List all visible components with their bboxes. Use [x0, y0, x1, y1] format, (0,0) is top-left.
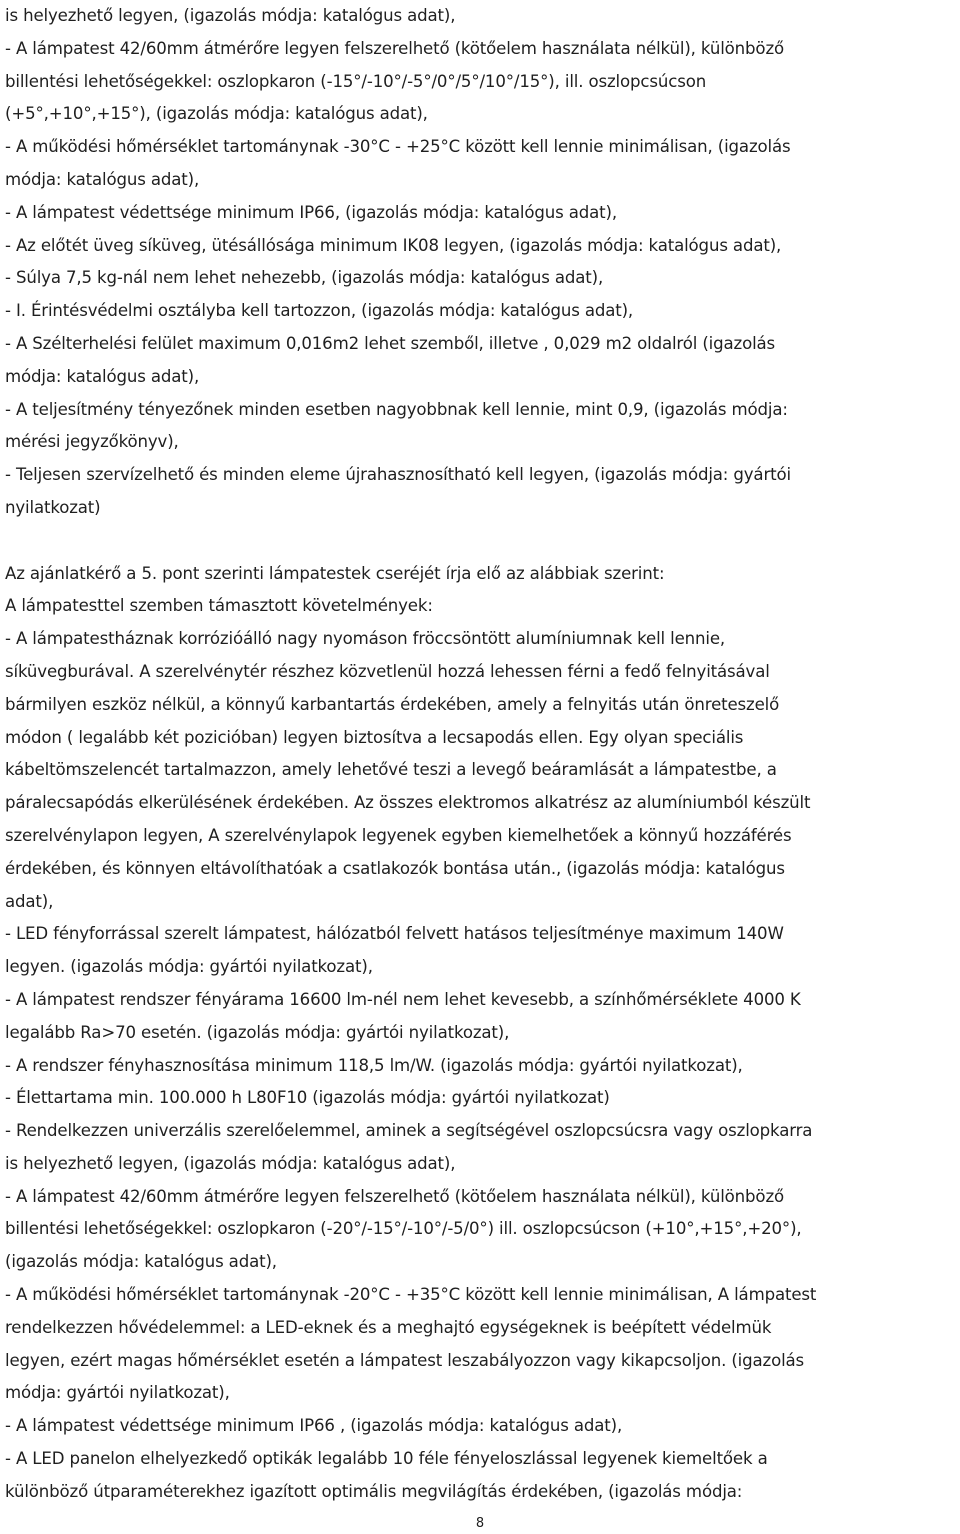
- text-line: rendelkezzen hővédelemmel: a LED-eknek és a meghajtó egységeknek is beépített védelmük: [5, 1317, 772, 1337]
- page-number: 8: [475, 1516, 485, 1531]
- text-line: - Rendelkezzen univerzális szerelőelemmel, aminek a segítségével oszlopcsúcsra vagy oszlopkarra: [5, 1121, 813, 1141]
- text-line: módja: gyártói nyilatkozat),: [5, 1383, 230, 1403]
- text-line: módja: katalógus adat),: [5, 366, 200, 386]
- text-line: bármilyen eszköz nélkül, a könnyű karbantartás érdekében, amely a felnyitás után önreteszelő: [5, 694, 780, 714]
- text-line: - I. Érintésvédelmi osztályba kell tartozzon, (igazolás módja: katalógus adat),: [5, 301, 634, 321]
- text-line: - A lámpatest 42/60mm átmérőre legyen felszerelhető (kötőelem használata nélkül), különböző: [5, 38, 785, 58]
- text-line: adat),: [5, 891, 54, 911]
- text-line: legyen, ezért magas hőmérséklet esetén a lámpatest leszabályozzon vagy kikapcsoljon. (igazolás: [5, 1350, 805, 1370]
- text-line: - A LED panelon elhelyezkedő optikák legalább 10 féle fényeloszlással legyenek kiemeltőek a: [5, 1449, 768, 1469]
- text-line: A lámpatesttel szemben támasztott követelmények:: [5, 596, 433, 616]
- text-line: (igazolás módja: katalógus adat),: [5, 1252, 277, 1272]
- text-line: [5, 525, 957, 558]
- document-body: [5, 0, 957, 1509]
- text-line: mérési jegyzőkönyv),: [5, 432, 179, 452]
- text-line: - Súlya 7,5 kg-nál nem lehet nehezebb, (igazolás módja: katalógus adat),: [5, 268, 604, 288]
- text-line: - A működési hőmérséklet tartománynak -20°C - +35°C között kell lennie minimálisan, A lámpatest: [5, 1285, 817, 1305]
- text-line: érdekében, és könnyen eltávolíthatóak a csatlakozók bontása után., (igazolás módja: katalógus: [5, 858, 785, 878]
- text-line: kábeltömszelencét tartalmazzon, amely lehetővé teszi a levegő beáramlását a lámpatestbe, a: [5, 760, 777, 780]
- text-line: - A rendszer fényhasznosítása minimum 118,5 lm/W. (igazolás módja: gyártói nyilatkozat),: [5, 1055, 743, 1075]
- text-line: nyilatkozat): [5, 497, 101, 517]
- text-line: - Az előtét üveg síküveg, ütésállósága minimum IK08 legyen, (igazolás módja: katalógus adat),: [5, 235, 782, 255]
- text-line: (+5°,+10°,+15°), (igazolás módja: katalógus adat),: [5, 104, 428, 124]
- text-line: - LED fényforrással szerelt lámpatest, hálózatból felvett hatásos teljesítménye maximum 140W: [5, 924, 784, 944]
- text-line: legalább Ra>70 esetén. (igazolás módja: gyártói nyilatkozat),: [5, 1022, 510, 1042]
- text-line: - A lámpatest 42/60mm átmérőre legyen felszerelhető (kötőelem használata nélkül), különböző: [5, 1186, 785, 1206]
- text-line: - A működési hőmérséklet tartománynak -30°C - +25°C között kell lennie minimálisan, (igazolás: [5, 137, 791, 157]
- text-line: - A lámpatest védettsége minimum IP66, (igazolás módja: katalógus adat),: [5, 202, 617, 222]
- text-line: - A Szélterhelési felület maximum 0,016m2 lehet szemből, illetve , 0,029 m2 oldalról (igazolás: [5, 333, 776, 353]
- text-line: Az ajánlatkérő a 5. pont szerinti lámpatestek cseréjét írja elő az alábbiak szerint:: [5, 563, 665, 583]
- text-line: - A lámpatest védettsége minimum IP66 , (igazolás módja: katalógus adat),: [5, 1416, 623, 1436]
- text-line: is helyezhető legyen, (igazolás módja: katalógus adat),: [5, 6, 456, 25]
- text-line: - A lámpatestháznak korrózióálló nagy nyomáson fröccsöntött alumíniumnak kell lennie,: [5, 629, 726, 649]
- text-line: legyen. (igazolás módja: gyártói nyilatkozat),: [5, 957, 373, 977]
- text-line: különböző útparaméterekhez igazított optimális megvilágítás érdekében, (igazolás módja:: [5, 1481, 743, 1501]
- text-line: billentési lehetőségekkel: oszlopkaron (-15°/-10°/-5°/0°/5°/10°/15°), ill. oszlopcsúcson: [5, 71, 707, 91]
- text-line: - Élettartama min. 100.000 h L80F10 (igazolás módja: gyártói nyilatkozat): [5, 1088, 610, 1108]
- text-line: páralecsapódás elkerülésének érdekében. Az összes elektromos alkatrész az alumíniumból készült: [5, 793, 811, 813]
- text-line: billentési lehetőségekkel: oszlopkaron (-20°/-15°/-10°/-5/0°) ill. oszlopcsúcson (+10°,+15°,+20°),: [5, 1219, 802, 1239]
- text-line: módja: katalógus adat),: [5, 169, 200, 189]
- text-line: - A lámpatest rendszer fényárama 16600 lm-nél nem lehet kevesebb, a színhőmérséklete 4000 K: [5, 989, 801, 1009]
- text-line: - Teljesen szervízelhető és minden eleme újrahasznosítható kell legyen, (igazolás módja: gyártói: [5, 465, 791, 485]
- text-line: is helyezhető legyen, (igazolás módja: katalógus adat),: [5, 1153, 456, 1173]
- text-line: síküvegburával. A szerelvénytér részhez közvetlenül hozzá lehessen férni a fedő felnyitásával: [5, 661, 770, 681]
- text-line: - A teljesítmény tényezőnek minden esetben nagyobbnak kell lennie, mint 0,9, (igazolás módja:: [5, 399, 788, 419]
- text-line: szerelvénylapon legyen, A szerelvénylapok legyenek egyben kiemelhetőek a könnyű hozzáférés: [5, 825, 792, 845]
- text-line: módon ( legalább két pozicióban) legyen biztosítva a lecsapodás ellen. Egy olyan speciális: [5, 727, 744, 747]
